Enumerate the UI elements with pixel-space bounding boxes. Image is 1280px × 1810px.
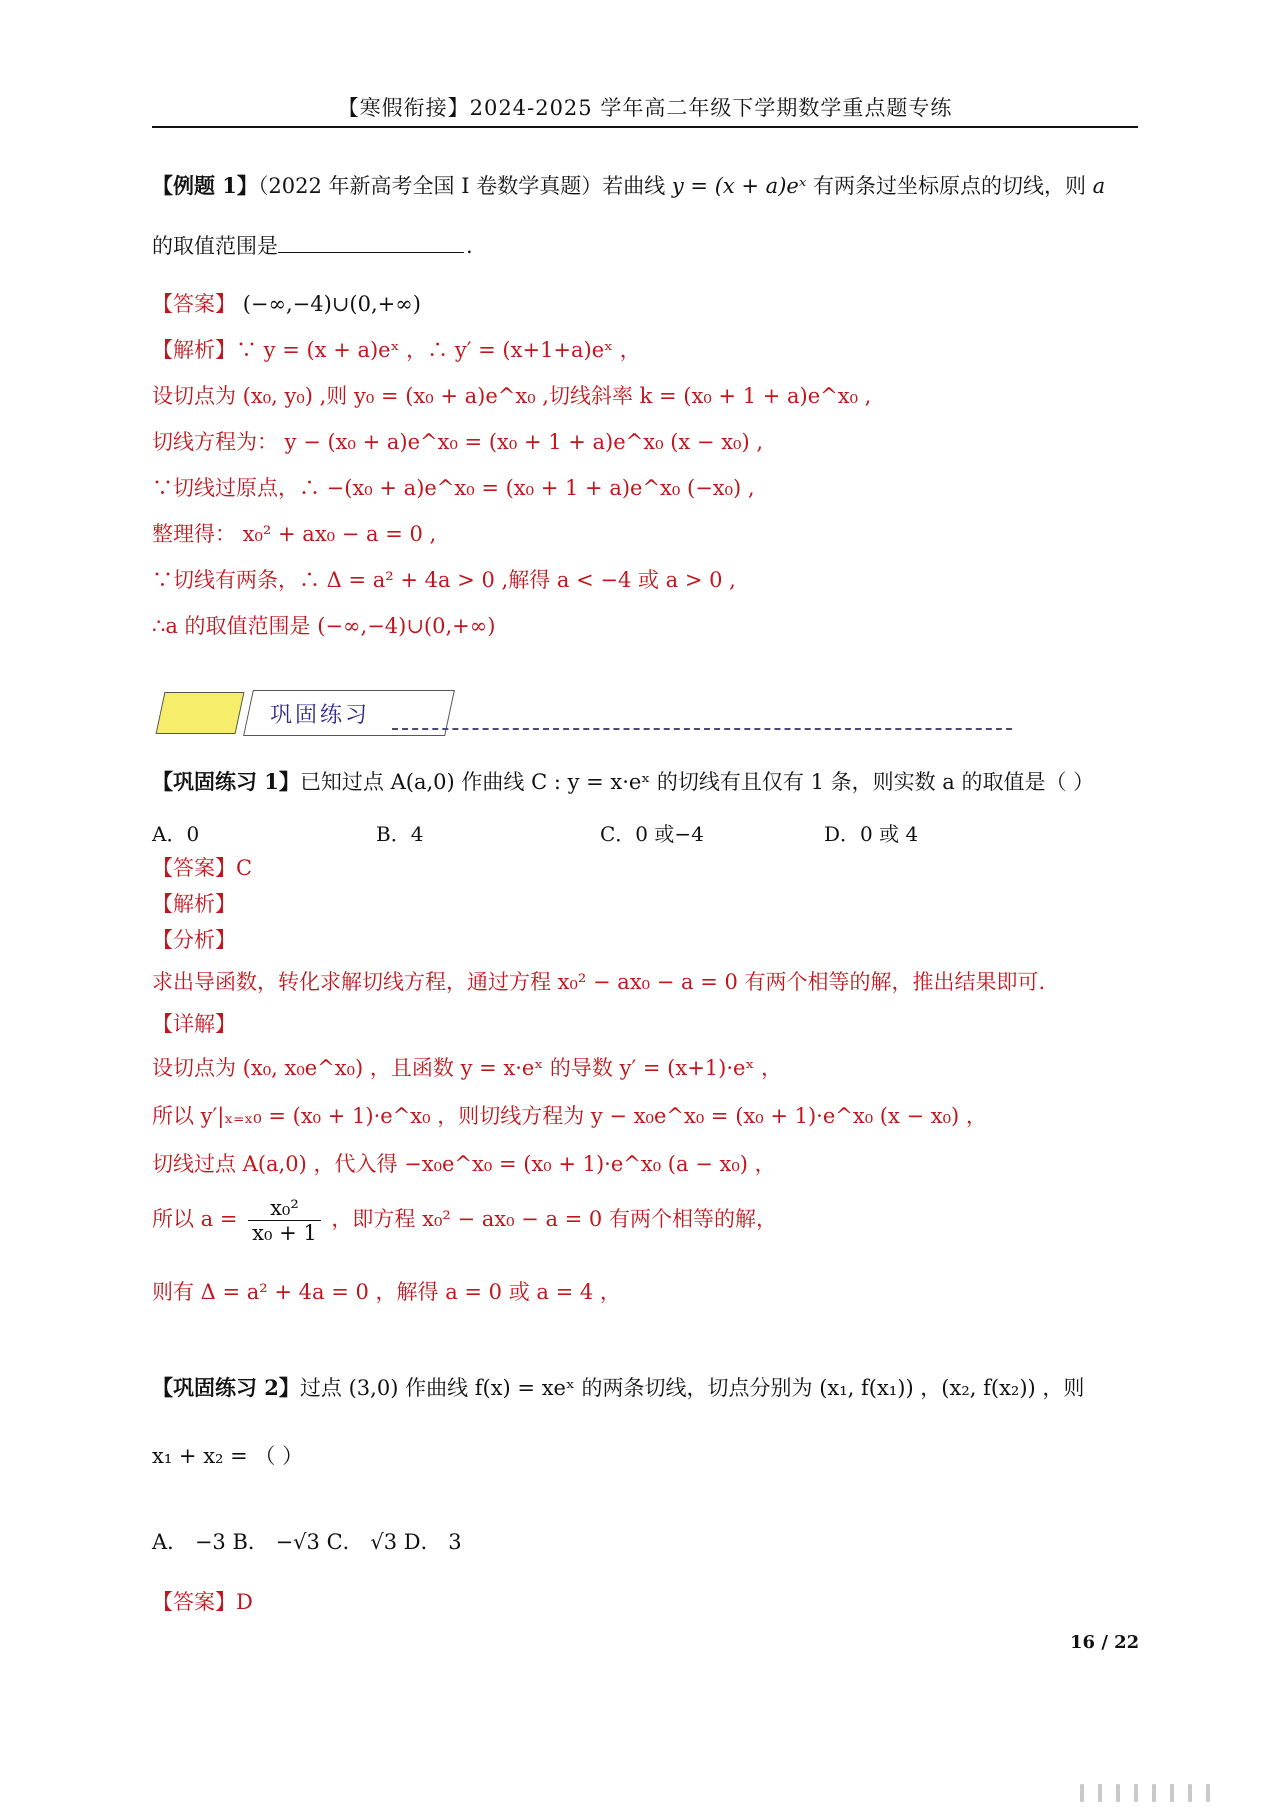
example1-step: 设切点为 (x₀, y₀) ,则 y₀ = (x₀ + a)e^x₀ ,切线斜率 k = (x₀ + 1 + a)e^x₀ , bbox=[152, 384, 872, 408]
example1-step: ∵ y = (x + a)eˣ ，∴ y′ = (x+1+a)eˣ ， bbox=[236, 338, 641, 362]
watermark-bar bbox=[1134, 1784, 1138, 1802]
example1-step: ∵切线有两条，∴ Δ = a² + 4a > 0 ,解得 a < −4 或 a > 0 , bbox=[152, 568, 736, 592]
watermark-bar bbox=[1152, 1784, 1156, 1802]
example1-analysis-line bbox=[152, 334, 641, 364]
practice1-answer-label: 【答案】 bbox=[152, 856, 236, 880]
watermark-bar bbox=[1098, 1784, 1102, 1802]
practice2-stem-text: 过点 (3,0) 作曲线 f(x) = xeˣ 的两条切线，切点分别为 (x₁, f(x₁)) ，(x₂, f(x₂)) ，则 bbox=[299, 1376, 1085, 1400]
example1-line2-text: 的取值范围是 bbox=[152, 234, 278, 258]
header-rule bbox=[152, 126, 1138, 128]
practice1-fenxi: 求出导函数，转化求解切线方程，通过方程 x₀² − ax₀ − a = 0 有两个相等的解，推出结果即可. bbox=[152, 970, 1046, 994]
page-header: 【寒假衔接】2024-2025 学年高二年级下学期数学重点题专练 bbox=[337, 96, 953, 120]
practice1-detail: 切线过点 A(a,0) ，代入得 −x₀e^x₀ = (x₀ + 1)·e^x₀ (a − x₀) ， bbox=[152, 1152, 776, 1176]
example1-step: 整理得： x₀² + ax₀ − a = 0 , bbox=[152, 522, 437, 546]
practice2-answer-label: 【答案】 bbox=[152, 1590, 236, 1614]
example1-source: （2022 年新高考全国 I 卷数学真题）若曲线 bbox=[257, 174, 666, 198]
practice2-answer-line bbox=[152, 1586, 253, 1616]
watermark-bar bbox=[1170, 1784, 1174, 1802]
fraction-numerator: x₀² bbox=[248, 1196, 321, 1221]
practice2-answer: D bbox=[236, 1590, 253, 1614]
example1-stem-tail: 有两条过坐标原点的切线，则 bbox=[812, 174, 1086, 198]
page-number: 16 / 22 bbox=[1070, 1632, 1140, 1653]
option-d: D．0 或 4 bbox=[824, 822, 919, 846]
footer-watermark-bars bbox=[1040, 1782, 1260, 1804]
example1-stem-line2 bbox=[152, 230, 473, 260]
practice1-stem-text: 已知过点 A(a,0) 作曲线 C : y = x·eˣ 的切线有且仅有 1 条，则实数 a 的取值是（ ） bbox=[299, 770, 1095, 794]
example1-formula: y = (x + a)eˣ bbox=[671, 174, 807, 198]
practice2-options: A． −3 B． −√3 C． √3 D． 3 bbox=[152, 1530, 462, 1554]
watermark-bar bbox=[1188, 1784, 1192, 1802]
answer-blank bbox=[278, 234, 464, 253]
example1-step: ∴a 的取值范围是 (−∞,−4)∪(0,+∞) bbox=[152, 614, 496, 638]
option-c: C．0 或−4 bbox=[600, 822, 704, 846]
example1-line2-end: . bbox=[466, 234, 473, 258]
example1-step: 切线方程为： y − (x₀ + a)e^x₀ = (x₀ + 1 + a)e^x₀ (x − x₀) , bbox=[152, 430, 763, 454]
example1-stem-line1 bbox=[152, 170, 1105, 200]
banner-yellow-block bbox=[156, 692, 245, 734]
example1-var: a bbox=[1092, 174, 1106, 198]
practice2-stem bbox=[152, 1372, 1084, 1402]
example1-label: 【例题 1】 bbox=[152, 173, 258, 198]
frac-suffix: ，即方程 x₀² − ax₀ − a = 0 有两个相等的解， bbox=[331, 1207, 777, 1231]
frac-prefix: 所以 a = bbox=[152, 1207, 238, 1231]
option-a: A．0 bbox=[152, 822, 200, 846]
practice1-stem bbox=[152, 766, 1094, 796]
watermark-bar bbox=[1080, 1784, 1084, 1802]
practice1-fraction-line bbox=[152, 1196, 777, 1245]
watermark-bar bbox=[1116, 1784, 1120, 1802]
example1-analysis-label: 【解析】 bbox=[152, 338, 236, 362]
practice1-detail: 设切点为 (x₀, x₀e^x₀) ，且函数 y = x·eˣ 的导数 y′ = (x+1)·eˣ ， bbox=[152, 1056, 783, 1080]
practice2-label: 【巩固练习 2】 bbox=[152, 1375, 300, 1400]
practice1-detail: 所以 y′|ₓ₌ₓ₀ = (x₀ + 1)·e^x₀ ，则切线方程为 y − x₀e^x₀ = (x₀ + 1)·e^x₀ (x − x₀) ， bbox=[152, 1104, 987, 1128]
watermark-bar bbox=[1206, 1784, 1210, 1802]
section-banner bbox=[152, 690, 1012, 740]
practice2-line2: x₁ + x₂ = （ ） bbox=[152, 1444, 304, 1468]
practice1-answer: C bbox=[236, 856, 253, 880]
example1-step: ∵切线过原点，∴ −(x₀ + a)e^x₀ = (x₀ + 1 + a)e^x₀ (−x₀) , bbox=[152, 476, 755, 500]
practice1-analysis-label: 【解析】 bbox=[152, 892, 236, 916]
practice1-label: 【巩固练习 1】 bbox=[152, 769, 300, 794]
practice1-answer-line bbox=[152, 852, 252, 882]
practice1-options bbox=[152, 818, 918, 847]
practice1-last: 则有 Δ = a² + 4a = 0 ，解得 a = 0 或 a = 4 ， bbox=[152, 1280, 621, 1304]
fraction bbox=[248, 1196, 321, 1245]
example1-answer: (−∞,−4)∪(0,+∞) bbox=[242, 292, 421, 316]
example1-answer-label: 【答案】 bbox=[152, 292, 236, 316]
section-title: 巩固练习 bbox=[270, 703, 371, 728]
example1-answer-line bbox=[152, 288, 421, 318]
fraction-denominator: x₀ + 1 bbox=[252, 1221, 317, 1245]
practice1-fenxi-label: 【分析】 bbox=[152, 928, 236, 952]
option-b: B．4 bbox=[376, 822, 424, 846]
practice1-detail-label: 【详解】 bbox=[152, 1012, 236, 1036]
banner-dashed-rule bbox=[392, 728, 1012, 730]
